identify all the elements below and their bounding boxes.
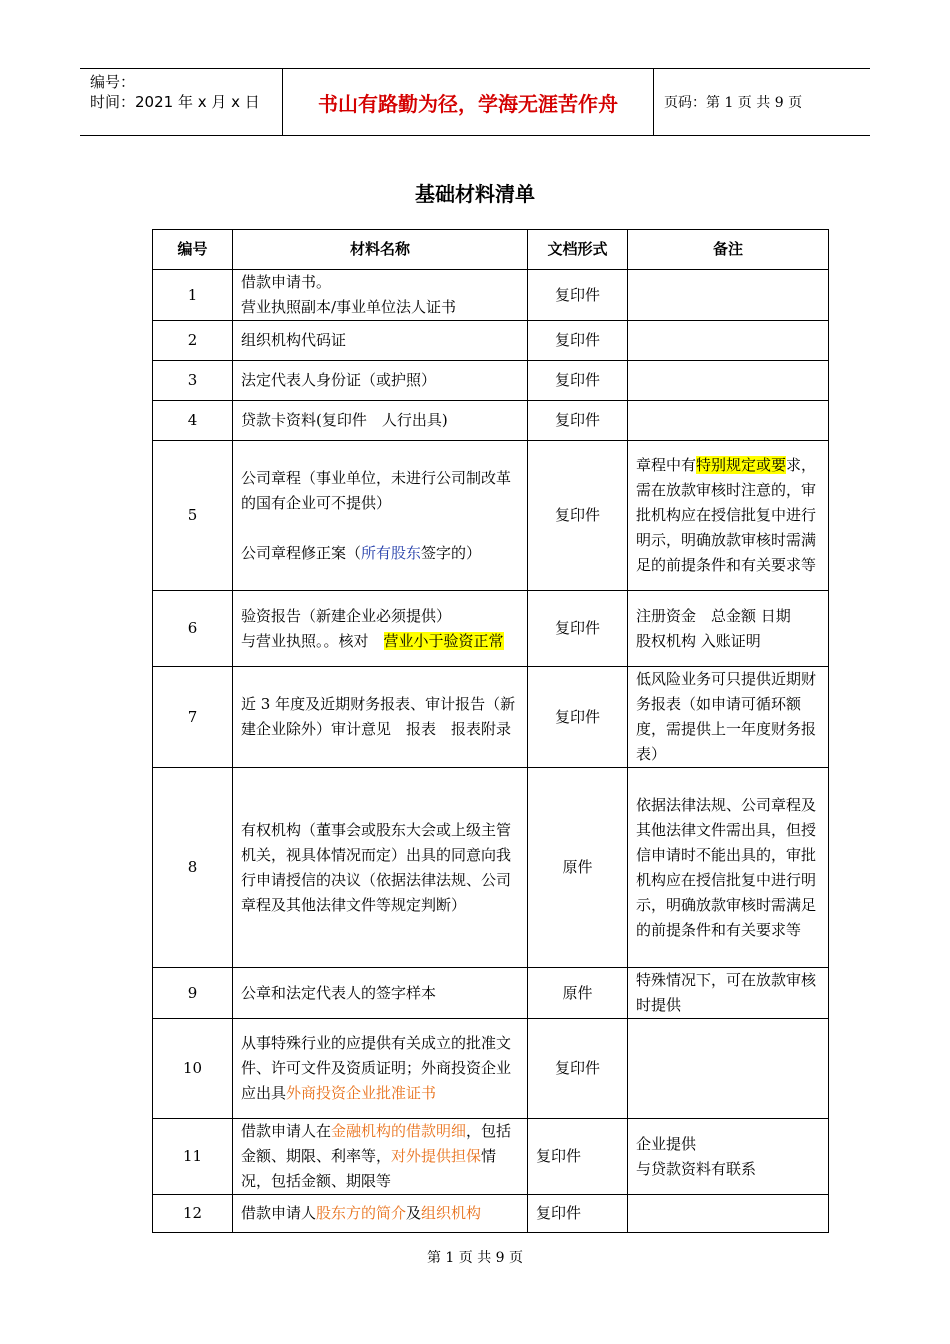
row-no: 1 — [153, 270, 233, 321]
row-name: 贷款卡资料(复印件 人行出具) — [233, 401, 528, 441]
row-note — [628, 270, 829, 321]
table-header-row — [153, 230, 829, 270]
materials-table — [152, 229, 829, 1233]
table-row — [153, 361, 829, 401]
header-note: 备注 — [628, 230, 829, 270]
row-note: 特殊情况下，可在放款审核时提供 — [628, 968, 829, 1019]
row-form: 复印件 — [528, 361, 628, 401]
row-name: 借款申请人股东方的简介及组织机构 — [233, 1195, 528, 1233]
header-motto: 书山有路勤为径，学海无涯苦作舟 — [282, 69, 654, 135]
row-no: 10 — [153, 1019, 233, 1119]
page-footer: 第 1 页 共 9 页 — [426, 1250, 524, 1266]
row-note: 依据法律法规、公司章程及其他法律文件需出具，但授信申请时不能出具的，审批机构应在授信批复中进行明示，明确放款审核时需满足的前提条件和有关要求等 — [628, 768, 829, 968]
table-row — [153, 270, 829, 321]
header-no: 编号 — [153, 230, 233, 270]
row-form: 原件 — [528, 968, 628, 1019]
row-name: 近 3 年度及近期财务报表、审计报告（新建企业除外）审计意见 报表 报表附录 — [233, 667, 528, 768]
row-form: 复印件 — [528, 591, 628, 667]
document-title: 基础材料清单 — [415, 182, 535, 206]
row-note: 低风险业务可只提供近期财务报表（如申请可循环额度，需提供上一年度财务报表） — [628, 667, 829, 768]
row-note: 注册资金 总金额 日期 股权机构 入账证明 — [628, 591, 829, 667]
row-name: 法定代表人身份证（或护照） — [233, 361, 528, 401]
row-name: 公司章程（事业单位，未进行公司制改革的国有企业可不提供） 公司章程修正案（所有股东签字的） — [233, 441, 528, 591]
row-no: 6 — [153, 591, 233, 667]
row-note — [628, 321, 829, 361]
row-name: 借款申请人在金融机构的借款明细，包括金额、期限、利率等，对外提供担保情况，包括金额、期限等 — [233, 1119, 528, 1195]
table-row — [153, 1119, 829, 1195]
row-no: 12 — [153, 1195, 233, 1233]
row-note — [628, 1019, 829, 1119]
row-note — [628, 401, 829, 441]
row-no: 3 — [153, 361, 233, 401]
row-form: 复印件 — [528, 321, 628, 361]
row-form: 复印件 — [528, 401, 628, 441]
row-form: 复印件 — [528, 1019, 628, 1119]
row-name: 验资报告（新建企业必须提供） 与营业执照。。核对 营业小于验资正常 — [233, 591, 528, 667]
row-no: 8 — [153, 768, 233, 968]
row-name: 公章和法定代表人的签字样本 — [233, 968, 528, 1019]
row-name: 从事特殊行业的应提供有关成立的批准文件、许可文件及资质证明；外商投资企业应出具外商投资企业批准证书 — [233, 1019, 528, 1119]
row-form: 复印件 — [528, 441, 628, 591]
header-name: 材料名称 — [233, 230, 528, 270]
table-row — [153, 1195, 829, 1233]
row-note — [628, 1195, 829, 1233]
row-note: 章程中有特别规定或要求，需在放款审核时注意的，审批机构应在授信批复中进行明示，明确放款审核时需满足的前提条件和有关要求等 — [628, 441, 829, 591]
row-form: 复印件 — [528, 270, 628, 321]
row-no: 5 — [153, 441, 233, 591]
table-row — [153, 667, 829, 768]
row-name: 有权机构（董事会或股东大会或上级主管机关，视具体情况而定）出具的同意向我行申请授信的决议（依据法律法规、公司章程及其他法律文件等规定判断） — [233, 768, 528, 968]
table-row — [153, 401, 829, 441]
page-header — [80, 68, 870, 136]
row-no: 11 — [153, 1119, 233, 1195]
row-no: 7 — [153, 667, 233, 768]
table-row — [153, 591, 829, 667]
table-row — [153, 441, 829, 591]
header-form: 文档形式 — [528, 230, 628, 270]
row-form: 复印件 — [528, 1195, 628, 1233]
header-time: 时间：2021 年 x 月 x 日 — [90, 93, 260, 111]
table-row — [153, 321, 829, 361]
row-form: 原件 — [528, 768, 628, 968]
header-number: 编号： — [90, 73, 136, 91]
header-page: 页码：第 1 页 共 9 页 — [664, 95, 803, 111]
row-name: 借款申请书。 营业执照副本/事业单位法人证书 — [233, 270, 528, 321]
row-note — [628, 361, 829, 401]
row-no: 2 — [153, 321, 233, 361]
row-no: 4 — [153, 401, 233, 441]
row-note: 企业提供 与贷款资料有联系 — [628, 1119, 829, 1195]
row-form: 复印件 — [528, 667, 628, 768]
table-row — [153, 768, 829, 968]
table-row — [153, 1019, 829, 1119]
table-row — [153, 968, 829, 1019]
header-meta — [80, 69, 282, 135]
row-no: 9 — [153, 968, 233, 1019]
row-name: 组织机构代码证 — [233, 321, 528, 361]
row-form: 复印件 — [528, 1119, 628, 1195]
